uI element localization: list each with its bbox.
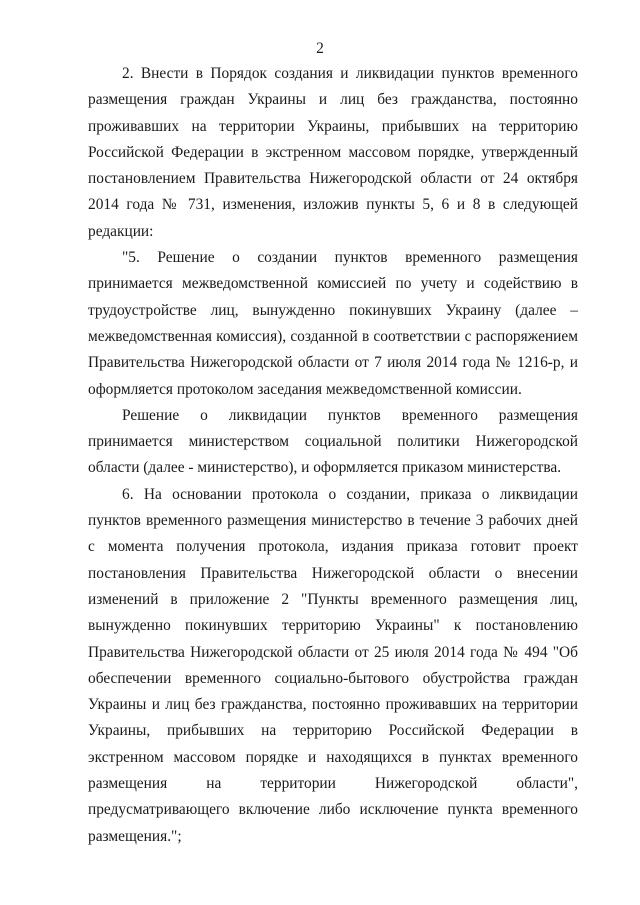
document-body: [88, 61, 578, 850]
paragraph-item-2: 2. Внести в Порядок создания и ликвидации пунктов временного размещения граждан Украины и лиц без гражданства, постоянно проживавших на территории Украины, прибывших на территорию Российской Федерации в экстренном массовом порядке, утвержденный постановлением Правительства Нижегородской области от 24 октября 2014 года № 731, изменения, изложив пункты 5, 6 и 8 в следующей редакции:: [88, 65, 578, 240]
paragraph-point-5: "5. Решение о создании пунктов временного размещения принимается межведомственной комиссией по учету и содействию в трудоустройстве лиц, вынужденно покинувших Украину (далее – межведомственная комиссия), созданной в соответствии с распоряжением Правительства Нижегородской области от 7 июля 2014 года № 1216-р, и оформляется протоколом заседания межведомственной комиссии.: [88, 249, 578, 398]
paragraph-point-6: 6. На основании протокола о создании, приказа о ликвидации пунктов временного размещения министерство в течение 3 рабочих дней с момента получения протокола, издания приказа готовит проект постановления Правительства Нижегородской области о внесении изменений в приложение 2 "Пункты временного размещения лиц, вынужденно покинувших территорию Украины" к постановлению Правительства Нижегородской области от 25 июля 2014 года № 494 "Об обеспечении временного социально-бытового обустройства граждан Украины и лиц без гражданства, постоянно проживавших на территории Украины, прибывших на территорию Российской Федерации в экстренном массовом порядке и находящихся в пунктах временного размещения на территории Нижегородской области", предусматривающего включение либо исключение пункта временного размещения.";: [88, 485, 578, 845]
page-number: 2: [316, 40, 324, 57]
paragraph-liquidation-decision: Решение о ликвидации пунктов временного размещения принимается министерством социальной политики Нижегородской области (далее - министерство), и оформляется приказом министерства.: [88, 406, 578, 477]
